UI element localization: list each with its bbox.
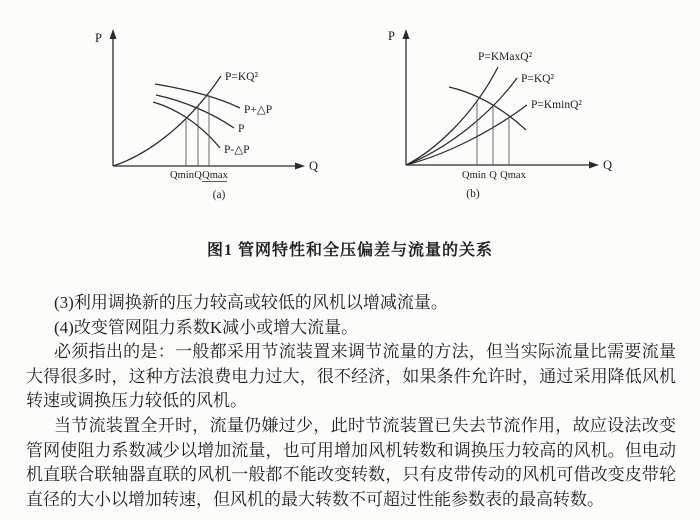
chart-b	[370, 20, 630, 220]
curve-label-k: P=KQ²	[521, 73, 554, 85]
y-axis-arrow-icon	[403, 29, 410, 39]
paragraph: (3)利用调换新的压力较高或较低的风机以增减流量。	[54, 293, 448, 312]
curve-network-kmax	[406, 67, 498, 165]
x-axis-label: Q	[309, 159, 319, 173]
curve-label-fan-plus: P+△P	[244, 104, 273, 116]
tick-label-q: Q	[489, 170, 497, 181]
y-axis-label: P	[95, 31, 102, 45]
x-axis-label: Q	[603, 158, 613, 172]
x-axis-arrow-icon	[295, 163, 305, 170]
figure-caption: 图1 管网特性和全压偏差与流量的关系	[206, 242, 493, 259]
chart-a	[80, 20, 340, 220]
paragraph: (4)改变管网阻力系数K减小或增大流量。	[54, 317, 359, 337]
y-axis-arrow-icon	[110, 29, 117, 39]
curve-network-characteristic	[113, 76, 221, 166]
curve-label-network: P=KQ²	[225, 71, 258, 83]
tick-label-qmin: Qmin	[462, 170, 486, 181]
curve-fan-characteristic	[449, 87, 526, 130]
tick-label-q: Q	[194, 170, 202, 181]
figure-1-panel	[0, 0, 700, 230]
subfigure-label-b: (b)	[466, 188, 480, 200]
paragraph: 必须指出的是：一般都采用节流装置来调节流量的方法，但当实际流量比需要流量大得很多时，这种方法浪费电力过大，很不经济，如果条件允许时，通过采用降低风机转速或调换压力较低的风机。	[26, 342, 676, 411]
tick-label-qmin: Qmin	[170, 170, 194, 181]
paragraph: 当节流装置全开时，流量仍嫌过少，此时节流装置已失去节流作用，故应设法改变管网使阻力系数减少以增加流量，也可用增加风机转数和调换压力较高的风机。但电动机直联合联轴器直联的风机一般都不能改变转数，只有皮带传动的风机可借改变皮带轮直径的大小以增加转速，但风机的最大转数不可超过性能参数表的最高转数。	[26, 415, 676, 509]
tick-label-qmax: Qmax	[500, 170, 526, 181]
curve-label-kmin: P=KminQ²	[531, 99, 582, 111]
y-axis-label: P	[388, 29, 395, 43]
body-text	[26, 291, 676, 512]
curve-label-fan-minus: P-△P	[224, 144, 250, 156]
curve-label-kmax: P=KMaxQ²	[478, 51, 533, 63]
tick-label-qmax: Qmax	[202, 170, 228, 181]
subfigure-label-a: (a)	[212, 189, 226, 201]
x-axis-arrow-icon	[589, 162, 599, 169]
curve-fan-minus-dP	[153, 102, 220, 148]
curve-label-fan: P	[238, 123, 245, 135]
curve-fan-plus-dP	[155, 84, 240, 108]
